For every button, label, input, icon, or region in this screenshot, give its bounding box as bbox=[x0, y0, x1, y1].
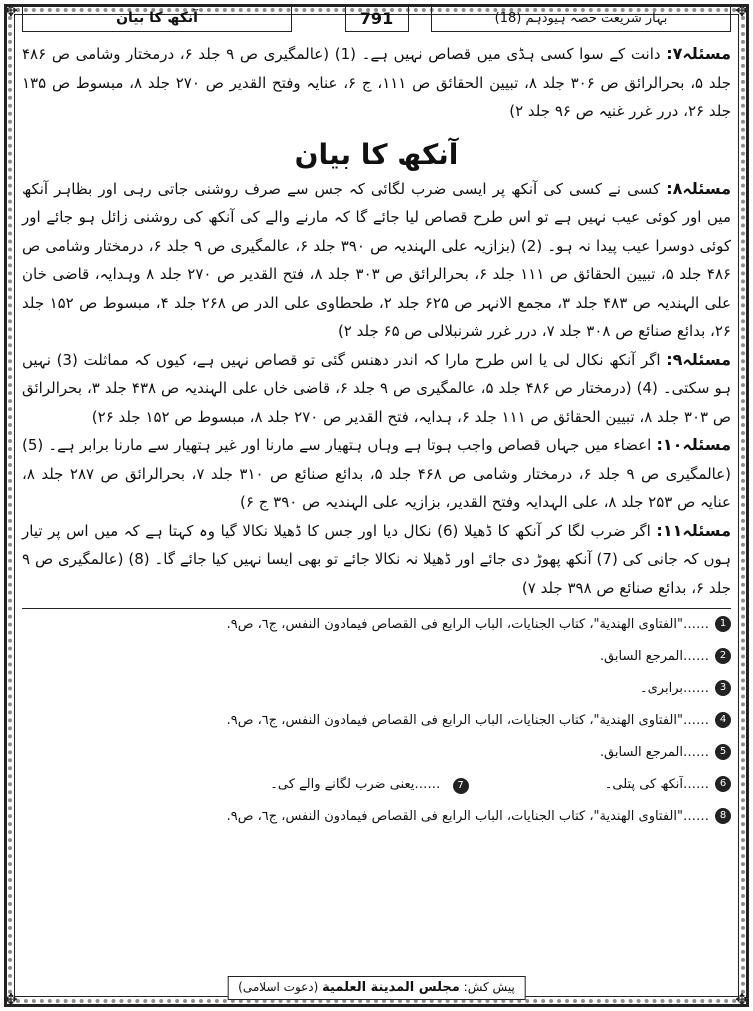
footnote bbox=[22, 679, 731, 699]
footnote-number: 7 bbox=[453, 778, 469, 794]
footnote-text: ……برابری۔ bbox=[640, 681, 709, 696]
footer-prefix: پیش کش: bbox=[463, 980, 515, 994]
corner-ornament-icon: ✥ bbox=[735, 990, 749, 1009]
footnote-text: ……المرجع السابق. bbox=[599, 745, 709, 760]
section-title: آنکھ کا بیان bbox=[294, 137, 459, 171]
masala-text: اگر ضرب لگا کر آنکھ کا ڈھیلا (6) نکال دیا اور جس کا ڈھیلا نکالا گیا وہ کہتا ہے کہ میں اس پر تیار ہوں کہ جانی کی (7) آنکھ پھوڑ دی جائے اور ڈھیلا نہ نکالا جائے تو بھی ایسا نہیں کیا جائے گا۔ (8) (عالمگیری ص ۹ جلد ۶، بدائع صنائع ص ۳۹۸ جلد ۷) bbox=[22, 521, 732, 597]
footnote-text: ……"الفتاوى الهندية"، كتاب الجنايات، الباب الرابع فى القصاص فيمادون النفس، ج٦، ص٩. bbox=[226, 713, 709, 728]
masala-label: مسئلہ۸: bbox=[666, 178, 731, 198]
corner-ornament-icon: ✥ bbox=[4, 1, 18, 20]
footnote bbox=[22, 615, 731, 635]
footnote-number: 2 bbox=[715, 648, 731, 664]
corner-ornament-icon: ✥ bbox=[4, 990, 18, 1009]
footnotes bbox=[22, 615, 731, 827]
masala-7 bbox=[22, 40, 731, 126]
footnote bbox=[22, 807, 731, 827]
footnote-number: 1 bbox=[715, 616, 731, 632]
chapter-title: آنکھ کا بیان bbox=[22, 6, 292, 32]
masala-label: مسئلہ۱۱: bbox=[656, 520, 731, 540]
footnote-text: ……"الفتاوى الهندية"، كتاب الجنايات، الباب الرابع فى القصاص فيمادون النفس، ج٦، ص٩. bbox=[226, 617, 709, 632]
masala-text: کسی نے کسی کی آنکھ پر ایسی ضرب لگائی کہ جس سے صرف روشنی جاتی رہی اور بظاہر آنکھ میں اور کوئی عیب نہیں ہے تو اس طرح قصاص لیا جائے گا کہ مارنے والے کی آنکھ کی روشنی زائل ہو جائے اور کوئی دوسرا عیب پیدا نہ ہو۔ (2) (بزازیہ علی الہندیہ ص ۳۹۰ جلد ۶، عالمگیری ص ۹ جلد ۶، درمختار وشامی ص ۴۸۶ جلد ۵، تبیین الحقائق ص ۱۱۱ جلد ۶، بحرالرائق ص ۳۰۳ جلد ۸، فتح القدیر ص ۲۷۰ جلد ۸ وہدایہ، قاضی خان علی الہندیہ ص ۴۸۳ جلد ۳، مجمع الانہر ص ۶۲۵ جلد ۲، طحطاوی علی الدر ص ۲۶۸ جلد ۴، مبسوط ص ۱۵۲ جلد ۲۶، بدائع صنائع ص ۳۰۸ جلد ۷، درر غرر شرنبلالی ص ۶۵ جلد ۲) bbox=[22, 179, 732, 340]
footnote-text: ……المرجع السابق. bbox=[599, 649, 709, 664]
footnote bbox=[22, 711, 731, 731]
masala-text: اعضاء میں جہاں قصاص واجب ہوتا ہے وہاں ہتھیار سے مارنا اور غیر ہتھیار سے مارنا برابر ہے۔ (5) (عالمگیری ص ۹ جلد ۶، درمختار وشامی ص ۴۶۸ جلد ۵، بدائع صنائع ص ۳۱۰ جلد ۷، بحرالرائق ص ۲۸۷ جلد ۸، عنایہ ص ۲۵۳ جلد ۸، علی الہدایہ وفتح القدیر، بزازیہ علی الہندیہ ص ۳۹۰ ج ۶) bbox=[22, 436, 732, 511]
masala-label: مسئلہ۹: bbox=[666, 349, 732, 369]
masala-10 bbox=[22, 431, 731, 517]
footer-suffix: (دعوت اسلامی) bbox=[238, 980, 319, 994]
corner-ornament-icon: ✥ bbox=[735, 1, 749, 20]
footer-org: مجلس المدينة العلمية bbox=[322, 980, 460, 995]
page-header bbox=[22, 6, 731, 36]
page-content bbox=[22, 6, 731, 1004]
masala-9 bbox=[22, 346, 731, 432]
footnote-text: ……"الفتاوى الهندية"، كتاب الجنايات، الباب الرابع فى القصاص فيمادون النفس، ج٦، ص٩. bbox=[226, 809, 709, 824]
book-title: بہار شریعت حصہ ہیودہم (18) bbox=[431, 6, 731, 32]
footnote bbox=[22, 743, 731, 763]
footnote-separator bbox=[22, 608, 731, 609]
masala-text: دانت کے سوا کسی ہڈی میں قصاص نہیں ہے۔ (1) (عالمگیری ص ۹ جلد ۶، درمختار وشامی ص ۴۸۶ جلد ۵، بحرالرائق ص ۳۰۶ جلد ۸، تبیین الحقائق ص ۱۱۱، ج ۶، عنایہ وفتح القدیر ص ۲۷۰ جلد ۸، مبسوط ص ۱۳۵ جلد ۲۶، درر غرر غنیہ ص ۹۶ جلد ۲) bbox=[22, 45, 731, 120]
footnote-number: 3 bbox=[715, 680, 731, 696]
masala-8 bbox=[22, 175, 731, 346]
footnote bbox=[22, 775, 731, 795]
masala-label: مسئلہ۱۰: bbox=[656, 435, 731, 454]
footnote bbox=[22, 647, 731, 667]
footnote-number: 8 bbox=[715, 808, 731, 824]
masala-label: مسئلہ۷: bbox=[666, 44, 732, 63]
page-number: 791 bbox=[345, 6, 409, 32]
footnote-number: 6 bbox=[715, 776, 731, 792]
masala-text: اگر آنکھ نکال لی یا اس طرح مارا کہ اندر دھنس گئی تو قصاص نہیں ہے، کیوں کہ مماثلت (3) نہیں ہو سکتی۔ (4) (درمختار ص ۴۸۶ جلد ۵، عالمگیری ص ۹ جلد ۶، قاضی خاں علی الہندیہ ص ۴۳۸ جلد ۳، بحرالرائق ص ۳۰۳ جلد ۸، تبیین الحقائق ص ۱۱۱ جلد ۶، ہدایہ، فتح القدیر ص ۲۷۰ جلد ۸، مبسوط ص ۱۵۲ جلد ۲۶) bbox=[22, 350, 731, 426]
footnote-number: 4 bbox=[715, 712, 731, 728]
masala-11 bbox=[22, 517, 731, 603]
footnote-text: ……آنکھ کی پتلی۔ bbox=[604, 777, 709, 792]
footnote-number: 5 bbox=[715, 744, 731, 760]
publisher-footer bbox=[227, 976, 526, 1000]
footnote-text: ……یعنی ضرب لگانے والے کی۔ bbox=[270, 777, 441, 792]
